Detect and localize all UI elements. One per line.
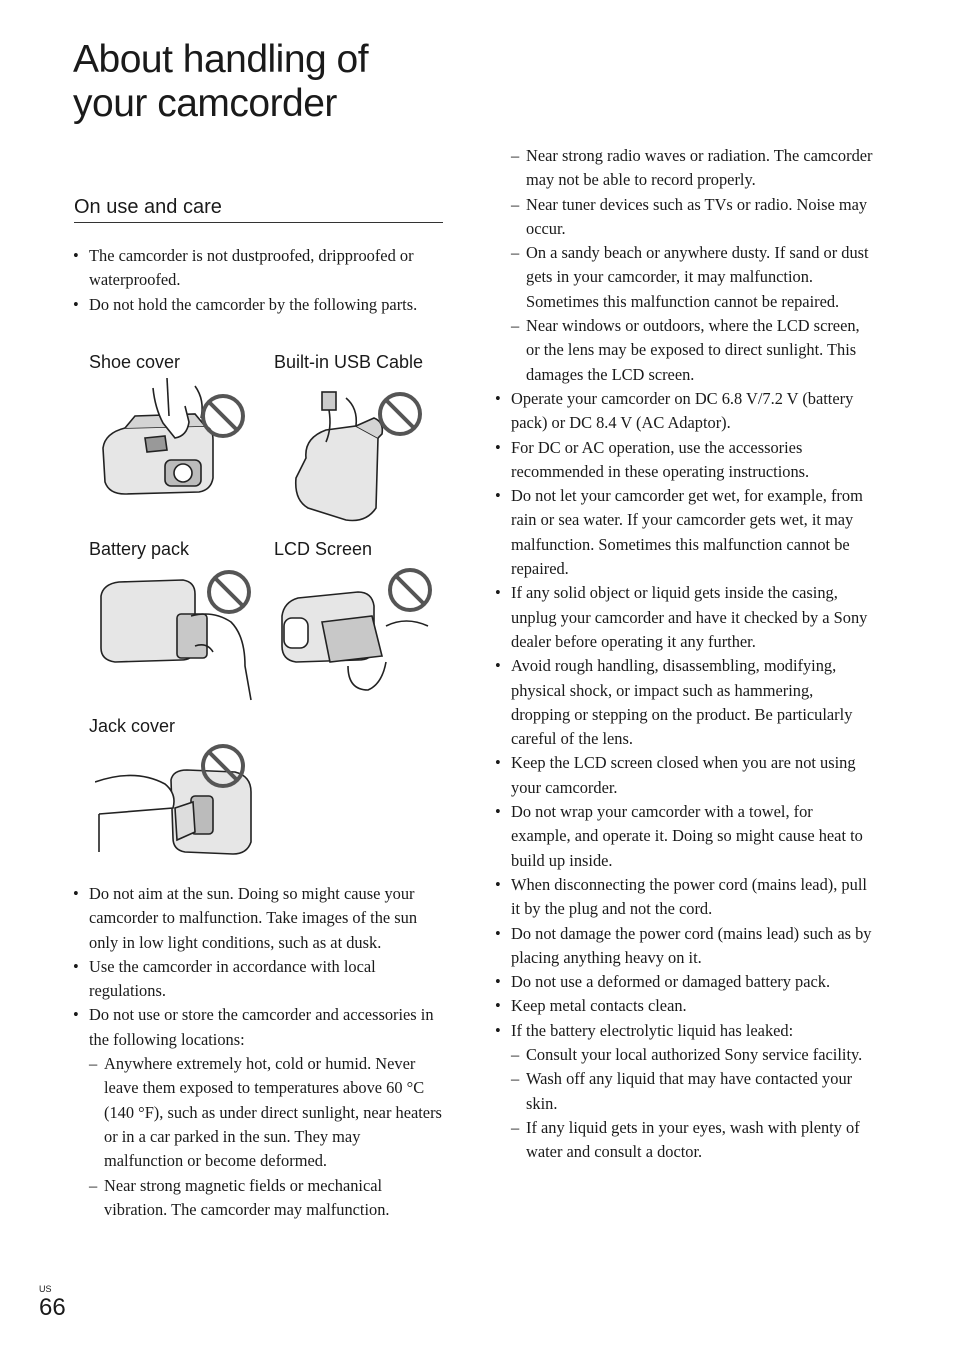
list-item: • For DC or AC operation, use the accessories recommended in these operating instructions. <box>495 436 875 485</box>
list-item <box>73 1003 443 1222</box>
locations-list-continued <box>495 144 875 387</box>
shoe-cover-label: Shoe cover <box>89 352 181 372</box>
list-item: • Do not hold the camcorder by the following parts. <box>73 293 443 317</box>
list-item: • Do not wrap your camcorder with a towel, for example, and operate it. Doing so might cause heat to build up inside. <box>495 800 875 873</box>
list-item: • Operate your camcorder on DC 6.8 V/7.2 V (battery pack) or DC 8.4 V (AC Adaptor). <box>495 387 875 436</box>
list-item-text: If the battery electrolytic liquid has leaked: <box>511 1020 794 1040</box>
list-item: • Avoid rough handling, disassembling, modifying, physical shock, or impact such as hammering, dropping or stepping on the product. Be particularly careful of the lens. <box>495 654 875 751</box>
list-item: • Do not aim at the sun. Doing so might cause your camcorder to malfunction. Take images of the sun only in low light conditions, such as at dusk. <box>73 882 443 955</box>
region-code: US <box>39 1284 52 1294</box>
usb-cable-illustration <box>286 378 436 528</box>
jack-cover-label: Jack cover <box>89 716 176 736</box>
list-item: • Do not use a deformed or damaged battery pack. <box>495 970 875 994</box>
usb-cable-label: Built-in USB Cable <box>274 352 424 372</box>
sub-list-item: – On a sandy beach or anywhere dusty. If sand or dust gets in your camcorder, it may malfunction. Sometimes this malfunction cannot be repaired. <box>511 241 875 314</box>
sub-list-item: – Near tuner devices such as TVs or radio. Noise may occur. <box>511 193 875 242</box>
sub-list-item: – Wash off any liquid that may have contacted your skin. <box>511 1067 875 1116</box>
list-item: • If any solid object or liquid gets inside the casing, unplug your camcorder and have it checked by a Sony dealer before operating it any further. <box>495 581 875 654</box>
sub-list-item: – Near windows or outdoors, where the LCD screen, or the lens may be exposed to direct sunlight. This damages the LCD screen. <box>511 314 875 387</box>
battery-pack-illustration <box>95 566 255 701</box>
usage-bullets <box>73 882 443 1222</box>
battery-pack-label: Battery pack <box>89 539 190 559</box>
sub-list-item: – Near strong radio waves or radiation. The camcorder may not be able to record properly. <box>511 144 875 193</box>
page-title-line-2: your camcorder <box>73 82 337 125</box>
jack-cover-illustration <box>95 742 255 857</box>
sub-list-item: – Anywhere extremely hot, cold or humid. Never leave them exposed to temperatures above 60 °C (140 °F), such as under direct sunlight, near heaters or in a car parked in the sun. They may malfunction or become deformed. <box>89 1052 443 1173</box>
section-heading: On use and care <box>74 194 443 223</box>
list-item: • Keep metal contacts clean. <box>495 994 875 1018</box>
list-item: • Keep the LCD screen closed when you are not using your camcorder. <box>495 751 875 800</box>
right-column <box>495 144 875 1164</box>
page-title-line-1: About handling of <box>73 38 369 81</box>
locations-list <box>89 1052 443 1222</box>
lcd-screen-illustration <box>278 566 438 696</box>
list-item: • Use the camcorder in accordance with local regulations. <box>73 955 443 1004</box>
list-item: • The camcorder is not dustproofed, dripproofed or waterproofed. <box>73 244 443 293</box>
list-item-text: Do not use or store the camcorder and accessories in the following locations: <box>89 1005 434 1049</box>
sub-list-item: – If any liquid gets in your eyes, wash with plenty of water and consult a doctor. <box>511 1116 875 1165</box>
page-title <box>73 38 368 126</box>
sub-list-item: – Near strong magnetic fields or mechanical vibration. The camcorder may malfunction. <box>89 1174 443 1223</box>
list-item <box>495 1019 875 1165</box>
sub-list-item: – Consult your local authorized Sony service facility. <box>511 1043 875 1067</box>
list-item: • When disconnecting the power cord (mains lead), pull it by the plug and not the cord. <box>495 873 875 922</box>
leak-steps-list <box>511 1043 875 1164</box>
lcd-screen-label: LCD Screen <box>274 539 373 559</box>
list-item: • Do not damage the power cord (mains lead) such as by placing anything heavy on it. <box>495 922 875 971</box>
intro-bullets <box>73 244 443 317</box>
page-number: 66 <box>39 1294 66 1321</box>
shoe-cover-illustration <box>95 378 255 508</box>
list-item: • Do not let your camcorder get wet, for example, from rain or sea water. If your camcorder gets wet, it may malfunction. Sometimes this malfunction cannot be repaired. <box>495 484 875 581</box>
